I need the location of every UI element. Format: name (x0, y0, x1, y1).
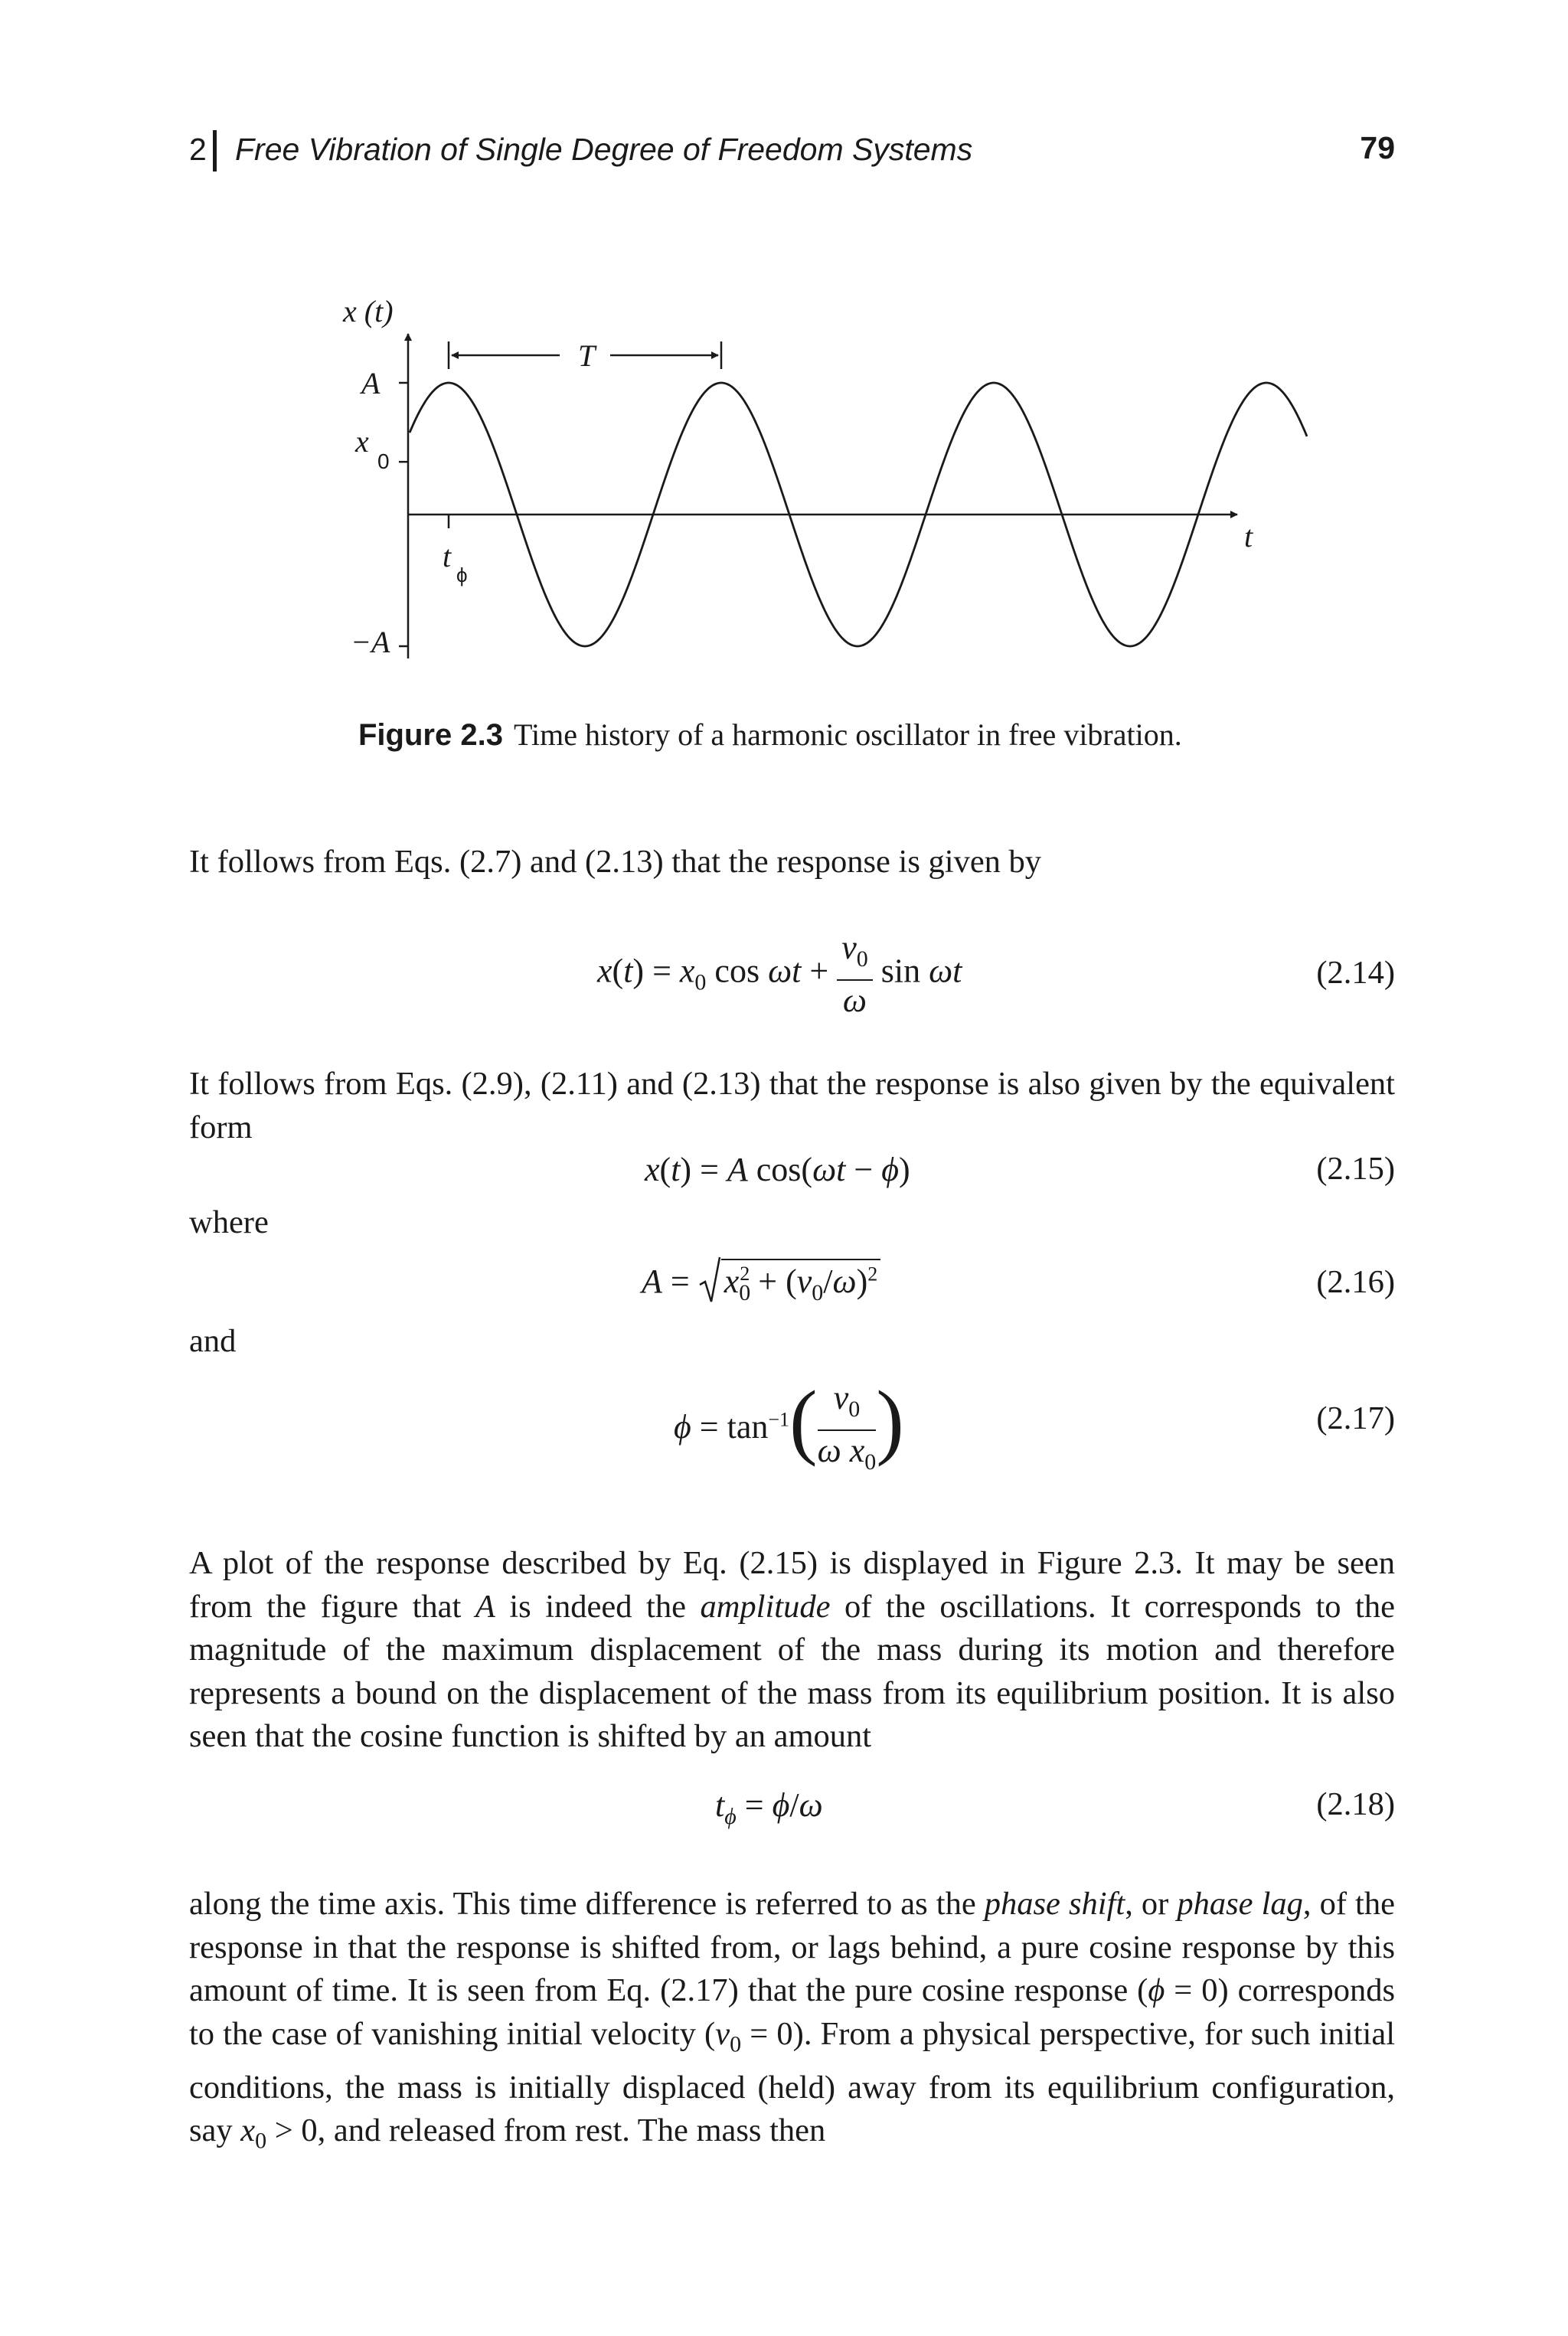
paragraph-2: It follows from Eqs. (2.9), (2.11) and (2.13) that the response is also given by the equivalent form (189, 1066, 1395, 1145)
paragraph-4-phase-lag: phase lag (1177, 1886, 1303, 1922)
equation-number-2-17: (2.17) (1316, 1400, 1395, 1436)
equation-2-14: $x(t) = x_0$ cos ωt + $\frac{v_0}{\omega}$ sin ωt (597, 929, 962, 1019)
label-t-phi: t (443, 539, 452, 573)
label-t-phi-subscript: ϕ (456, 564, 468, 586)
where-label: where (189, 1204, 269, 1240)
paragraph-4: along the time axis. This time difference is referred to as the phase shift, or phase lag, of the response in that the response is shifted from, or lags behind, a pure cosine response by this amount of time. It is seen from Eq. (2.17) that the pure cosine response (ϕ = 0) corresponds to the case of vanishing initial velocity $(v_0 = 0)$. From a physical perspective, for such initial conditions, the mass is initially displaced (held) away from its equilibrium configuration, say $x_0 > 0$, and released from rest. The mass then (189, 1886, 1396, 2154)
figure-caption-label: Figure 2.3 (358, 718, 503, 752)
paragraph-3-amplitude: amplitude (700, 1588, 831, 1625)
equation-2-18: $t_\phi = \phi/\omega$ (715, 1786, 823, 1829)
label-A: A (361, 366, 381, 400)
equation-number-2-14: (2.14) (1316, 955, 1395, 991)
and-label: and (189, 1323, 237, 1359)
equation-number-2-18: (2.18) (1316, 1786, 1395, 1822)
paragraph-1: It follows from Eqs. (2.7) and (2.13) that the response is given by (189, 844, 1042, 880)
equation-2-15: x(t) = A cos(ωt − ϕ) (645, 1151, 910, 1188)
paragraph-4-text-c: , of the response in that the response is shifted from, or lags behind, a pure cosine response by this amount of time. It is seen from Eq. (2.17) that the pure cosine response ( (189, 1886, 1395, 2009)
paragraph-4-text-f: > 0, and released from rest. The mass then (266, 2112, 826, 2149)
paragraph-4-text-e: = 0). From a physical perspective, for such initial conditions, the mass is initially displaced (held) away from its equilibrium configuration, say (189, 2015, 1395, 2149)
equation-2-16: $A = x_0^2 + (v_0/\omega)^2$ (642, 1256, 880, 1306)
figure-caption-text: Time history of a harmonic oscillator in free vibration. (513, 717, 1182, 752)
label-x0: x (355, 424, 369, 459)
paragraph-3-symbol-A: A (475, 1588, 495, 1625)
figure-2-3 (0, 0, 1568, 704)
paragraph-4-x0: x (240, 2112, 256, 2149)
y-axis-label: x (t) (343, 294, 394, 328)
paragraph-4-text-d: = 0) corresponds to the case of vanishing initial velocity ( (189, 1972, 1396, 2052)
x-axis-label: t (1244, 519, 1253, 554)
label-period: T (578, 338, 596, 373)
sqrt-sign (698, 1256, 721, 1305)
paragraph-4-phi: ϕ (1148, 1972, 1165, 2009)
paragraph-3-text-a: A plot of the response described by Eq. (2.15) is displayed in Figure 2.3. It may be seen from the figure that (189, 1545, 1395, 1625)
chapter-number: 2 (189, 132, 207, 167)
paragraph-4-v0: v (715, 2015, 730, 2052)
chapter-title: Free Vibration of Single Degree of Freedom Systems (235, 132, 973, 167)
equation-2-17: $\phi = \tan^{-1}$( $\frac{v_0}{\omega x_0}$ ) (674, 1374, 904, 1475)
paragraph-4-phase-shift: phase shift (984, 1886, 1125, 1922)
figure-caption (358, 717, 1182, 753)
paragraph-3-text-b: is indeed the (495, 1588, 701, 1625)
paragraph-3 (189, 1542, 1395, 1759)
label-x0-subscript: 0 (377, 449, 390, 473)
equation-number-2-15: (2.15) (1316, 1151, 1395, 1187)
paragraph-3-text-c: of the oscillations. It corresponds to the magnitude of the maximum displacement of the mass during its motion and therefore represents a bound on the displacement of the mass from its equilibrium position. It is also seen that the cosine function is shifted by an amount (189, 1588, 1395, 1755)
equation-number-2-16: (2.16) (1316, 1264, 1395, 1300)
page-number: 79 (1360, 130, 1395, 165)
label-neg-A: −A (351, 625, 390, 659)
paragraph-4-text-b: , or (1125, 1886, 1178, 1922)
paragraph-4-text-a: along the time axis. This time difference is referred to as the (189, 1886, 985, 1922)
